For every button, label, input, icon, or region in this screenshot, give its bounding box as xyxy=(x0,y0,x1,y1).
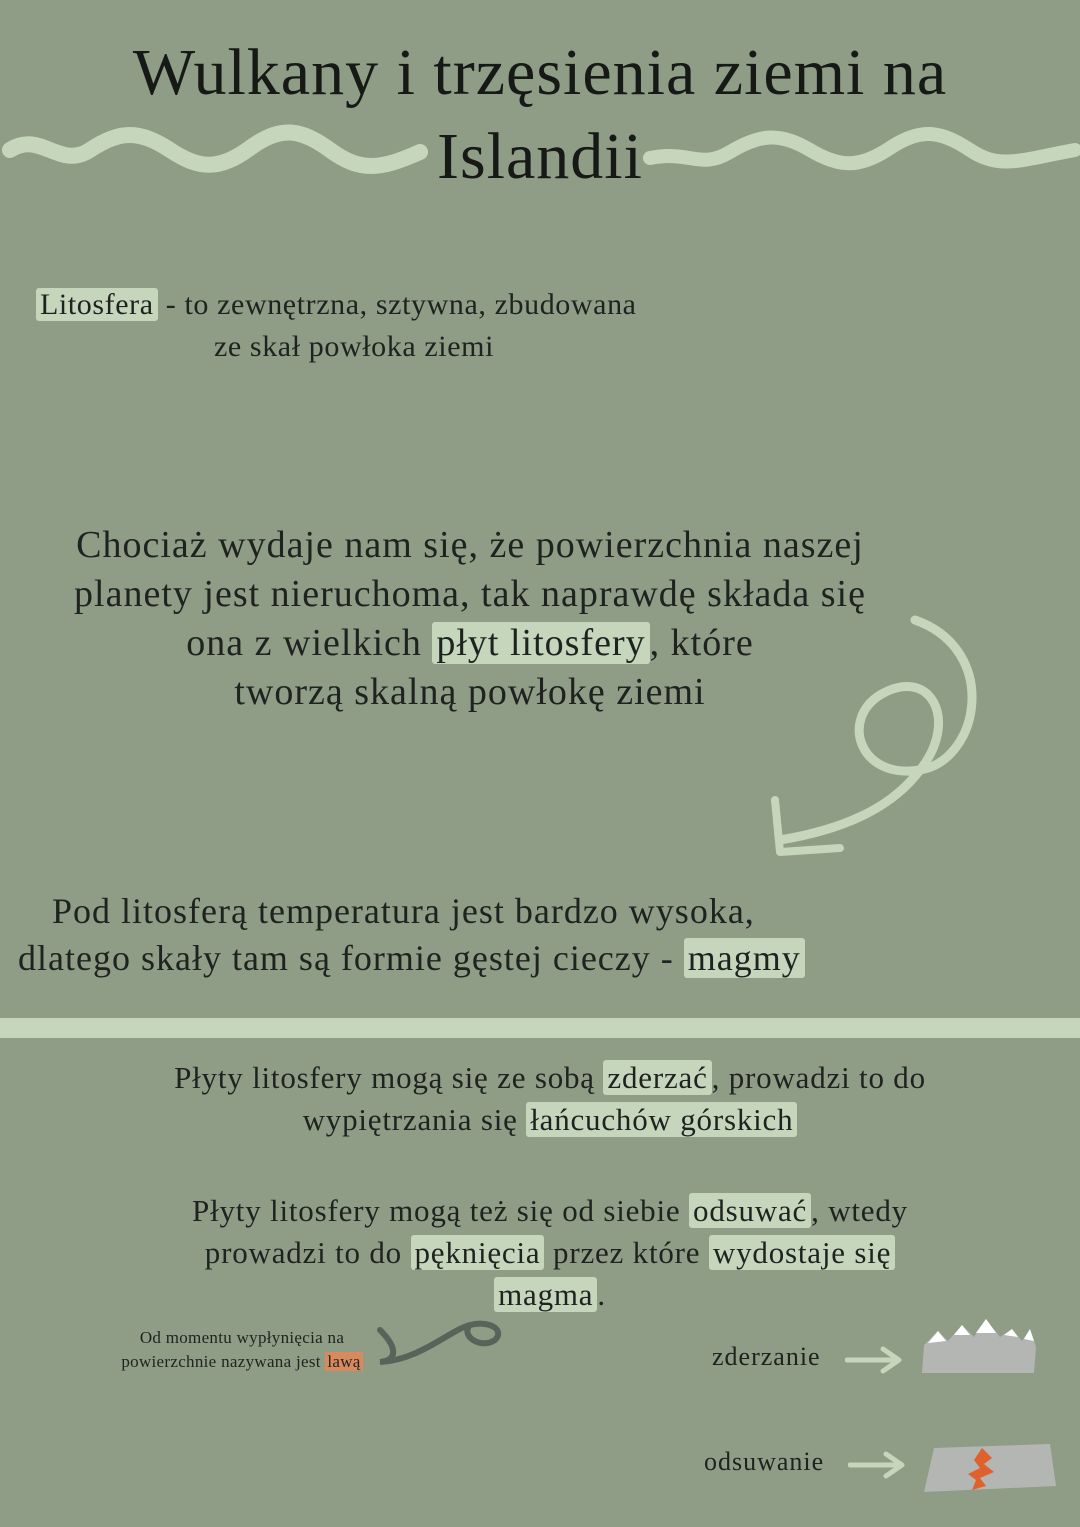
magma-line2 xyxy=(18,935,918,982)
lava-note xyxy=(92,1326,392,1374)
mountains-icon xyxy=(918,1315,1040,1377)
separate-highlight: odsuwać xyxy=(689,1193,811,1228)
plates-highlight: płyt litosfery xyxy=(432,622,649,664)
plates-line3 xyxy=(0,619,940,668)
plates-line3-post: , które xyxy=(649,622,754,664)
arrow-right-icon xyxy=(845,1345,905,1375)
lava-note-line2-pre: powierzchnie nazywana jest xyxy=(121,1352,326,1371)
collide-line1-pre: Płyty litosfery mogą się ze sobą xyxy=(174,1060,604,1095)
crack-highlight: pęknięcia xyxy=(411,1235,545,1270)
magma-paragraph xyxy=(18,888,918,982)
definition-term: Litosfera xyxy=(36,288,158,321)
separate-line2-pre: prowadzi to do xyxy=(204,1235,411,1270)
definition-line1 xyxy=(36,284,756,326)
separate-line1-post: , wtedy xyxy=(811,1193,908,1228)
collide-line2-pre: wypiętrzania się xyxy=(302,1102,527,1137)
mountains-highlight: łańcuchów górskich xyxy=(526,1102,797,1137)
separate-line2-mid: przez które xyxy=(544,1235,709,1270)
magma-word-highlight: magma xyxy=(494,1277,597,1312)
rift-icon xyxy=(920,1440,1060,1496)
arrow-right-icon xyxy=(848,1450,908,1480)
page-title-line1: Wulkany i trzęsienia ziemi na xyxy=(132,36,948,109)
separate-paragraph xyxy=(100,1190,1000,1316)
plates-line3-pre: ona z wielkich xyxy=(186,622,433,664)
plates-line1: Chociaż wydaje nam się, że powierzchnia naszej xyxy=(76,524,864,566)
lava-highlight: lawą xyxy=(327,1352,361,1371)
emerges-highlight: wydostaje się xyxy=(709,1235,895,1270)
definition-text: - to zewnętrzna, sztywna, zbudowana xyxy=(157,288,637,321)
collide-line2 xyxy=(100,1099,1000,1141)
collide-highlight: zderzać xyxy=(603,1060,711,1095)
plates-line4: tworzą skalną powłokę ziemi xyxy=(234,671,706,713)
definition-block xyxy=(36,284,756,368)
separate-line2 xyxy=(100,1232,1000,1274)
magma-line2-pre: dlatego skały tam są formie gęstej cieczy - xyxy=(18,938,684,978)
lava-note-line1: Od momentu wypłynięcia na xyxy=(139,1328,345,1347)
collide-line1-post: , prowadzi to do xyxy=(711,1060,926,1095)
separate-line3 xyxy=(100,1274,1000,1316)
magma-highlight: magmy xyxy=(684,938,805,978)
plates-paragraph xyxy=(0,521,940,717)
collide-line1 xyxy=(100,1057,1000,1099)
lava-note-line2 xyxy=(92,1350,392,1374)
separate-line3-post: . xyxy=(597,1277,606,1312)
magma-line1: Pod litosferą temperatura jest bardzo wysoka, xyxy=(52,891,755,931)
page-title-line2: Islandii xyxy=(437,120,643,193)
legend-collide-label: zderzanie xyxy=(712,1342,821,1371)
plates-line2: planety jest nieruchoma, tak naprawdę składa się xyxy=(74,573,866,615)
legend-separate-label: odsuwanie xyxy=(704,1447,825,1476)
separate-line1-pre: Płyty litosfery mogą też się od siebie xyxy=(192,1193,690,1228)
collide-paragraph xyxy=(100,1057,1000,1141)
definition-line2: ze skał powłoka ziemi xyxy=(214,330,495,363)
section-divider xyxy=(0,1018,1080,1038)
separate-line1 xyxy=(100,1190,1000,1232)
